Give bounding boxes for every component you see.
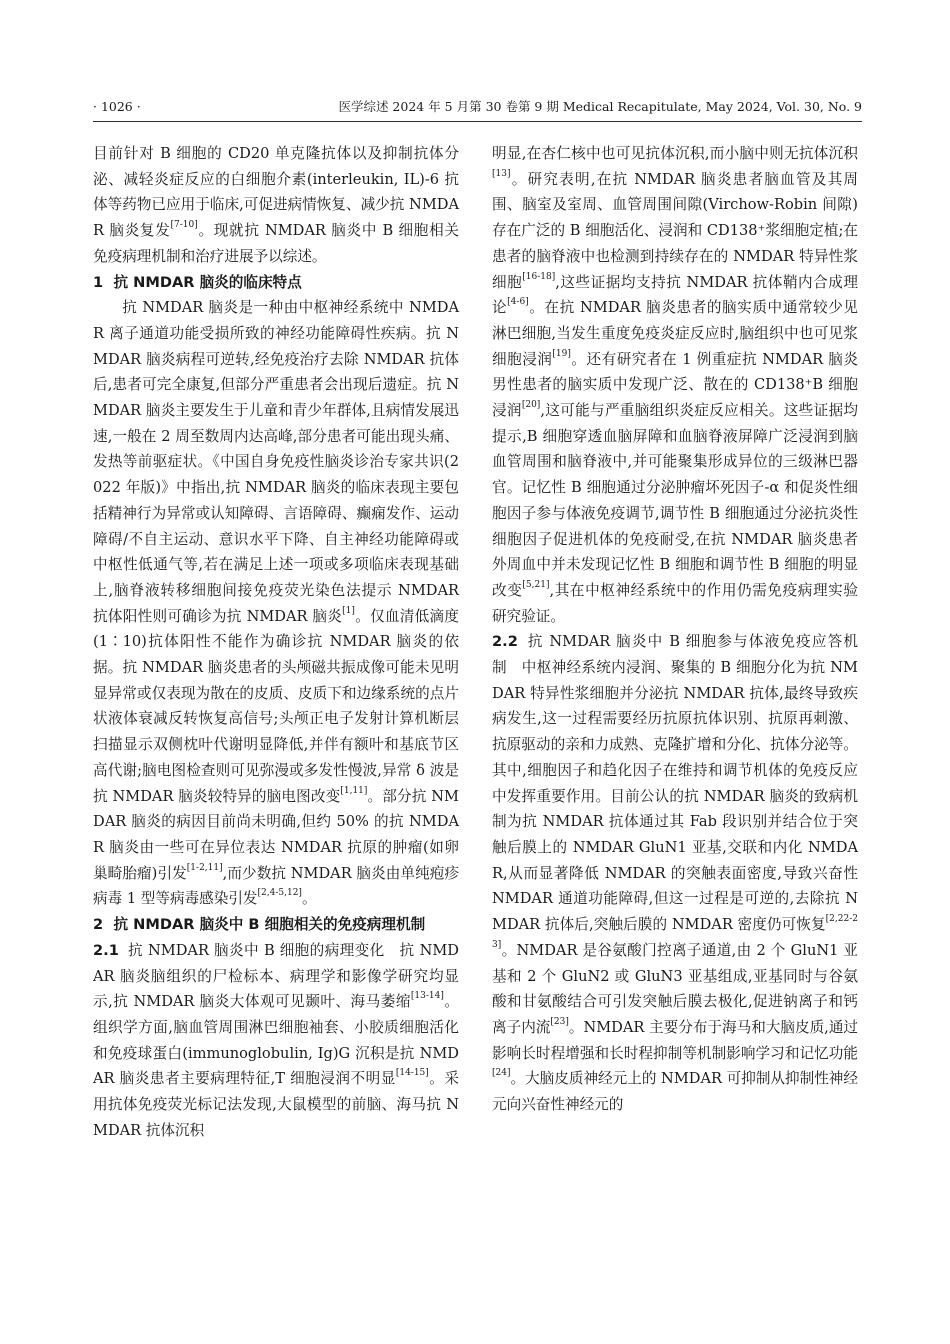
citation: [5,21] bbox=[522, 579, 550, 590]
citation: [13] bbox=[492, 168, 511, 179]
citation: [1-2,11] bbox=[186, 862, 223, 873]
citation: [23] bbox=[550, 1016, 569, 1027]
citation: [19] bbox=[552, 348, 571, 359]
citation: [16-18] bbox=[522, 271, 556, 282]
journal-citation: 医学综述 2024 年 5 月第 30 卷第 9 期 Medical Recapitulate, May 2024, Vol. 30, No. 9 bbox=[338, 99, 862, 114]
header-rule bbox=[93, 121, 862, 122]
section-heading-2: 2 抗 NMDAR 脑炎中 B 细胞相关的免疫病理机制 bbox=[93, 916, 426, 934]
continued-paragraph: 明显,在杏仁核中也可见抗体沉积,而小脑中则无抗体沉积[13]。研究表明,在抗 NMDAR 脑炎患者脑血管及其周围、脑室及室周、血管周围间隙(Virchow-Robin 间隙)存在广泛的 B 细胞活化、浸润和 CD138⁺浆细胞定植;在患者的脑脊液中也检测到持续存在的 NMDAR 特异性浆细胞[16-18],这些证据均支持抗 NMDAR 抗体鞘内合成理论[4-6]。在抗 NMDAR 脑炎患者的脑实质中通常较少见淋巴细胞,当发生重度免疫炎症反应时,脑组织中也可见浆细胞浸润[19]。还有研究者在 1 例重症抗 NMDAR 脑炎男性患者的脑实质中发现广泛、散在的 CD138⁺B 细胞浸润[20],这可能与严重脑组织炎症反应相关。这些证据均提示,B 细胞穿透血脑屏障和血脑脊液屏障广泛浸润到脑血管周围和脑脊液中,并可能聚集形成异位的三级淋巴器官。记忆性 B 细胞通过分泌肿瘤坏死因子-α 和促炎性细胞因子参与体液免疫调节,调节性 B 细胞通过分泌抗炎性细胞因子促进机体的免疫耐受,在抗 NMDAR 脑炎患者外周血中并未发现记忆性 B 细胞和调节性 B 细胞的明显改变[5,21],其在中枢神经系统中的作用仍需免疫病理实验研究验证。 bbox=[492, 145, 858, 625]
intro-paragraph: 目前针对 B 细胞的 CD20 单克隆抗体以及抑制抗体分泌、减轻炎症反应的白细胞介素(interleukin, IL)-6 抗体等药物已应用于临床,可促进病情恢复、减少抗 NMDAR 脑炎复发[7-10]。现就抗 NMDAR 脑炎中 B 细胞相关免疫病理机制和治疗进展予以综述。 bbox=[93, 145, 459, 265]
citation: [13-14] bbox=[410, 991, 444, 1002]
citation: [1,11] bbox=[340, 785, 368, 796]
citation: [2,22-23] bbox=[492, 914, 858, 950]
right-column bbox=[492, 141, 858, 1118]
section-1-paragraph: 抗 NMDAR 脑炎是一种由中枢神经系统中 NMDAR 离子通道功能受损所致的神经功能障碍性疾病。抗 NMDAR 脑炎病程可逆转,经免疫治疗去除 NMDAR 抗体后,患者可完全康复,但部分严重患者会出现后遗症。抗 NMDAR 脑炎主要发生于儿童和青少年群体,且病情发展迅速,一般在 2 周至数周内达高峰,部分患者可能出现头痛、发热等前驱症状。《中国自身免疫性脑炎诊治专家共识(2022 年版)》中指出,抗 NMDAR 脑炎的临床表现主要包括精神行为异常或认知障碍、言语障碍、癫痫发作、运动障碍/不自主运动、意识水平下降、自主神经功能障碍或中枢性低通气等,若在满足上述一项或多项临床表现基础上,脑脊液转移细胞间接免疫荧光染色法提示 NMDAR 抗体阳性则可确诊为抗 NMDAR 脑炎[1]。仅血清低滴度(1∶10)抗体阳性不能作为确诊抗 NMDAR 脑炎的依据。抗 NMDAR 脑炎患者的头颅磁共振成像可能未见明显异常或仅表现为散在的皮质、皮质下和边缘系统的点片状液体衰减反转恢复高信号;头颅正电子发射计算机断层扫描显示双侧枕叶代谢明显降低,并伴有额叶和基底节区高代谢;脑电图检查则可见弥漫或多发性慢波,异常 δ 波是抗 NMDAR 脑炎较特异的脑电图改变[1,11]。部分抗 NMDAR 脑炎的病因目前尚未明确,但约 50% 的抗 NMDAR 脑炎由一些可在异位表达 NMDAR 抗原的肿瘤(如卵巢畸胎瘤)引发[1-2,11],而少数抗 NMDAR 脑炎由单纯疱疹病毒 1 型等病毒感染引发[2,4-5,12]。 bbox=[93, 299, 460, 908]
citation: [14-15] bbox=[395, 1068, 429, 1079]
citation: [24] bbox=[492, 1068, 511, 1079]
left-column bbox=[93, 141, 459, 1143]
citation: [2,4-5,12] bbox=[257, 888, 302, 899]
citation: [1] bbox=[342, 605, 355, 616]
running-header bbox=[93, 97, 862, 117]
subsection-2-1-title: 抗 NMDAR 脑炎中 B 细胞的病理变化 bbox=[127, 941, 385, 959]
citation: [20] bbox=[521, 399, 541, 410]
subsection-2-1: 2.1 抗 NMDAR 脑炎中 B 细胞的病理变化 抗 NMDAR 脑炎脑组织的尸检标本、病理学和影像学研究均显示,抗 NMDAR 脑炎大体观可见颞叶、海马萎缩[13-14]。组织学方面,脑血管周围淋巴细胞袖套、小胶质细胞活化和免疫球蛋白(immunoglobulin, Ig)G 沉积是抗 NMDAR 脑炎患者主要病理特征,T 细胞浸润不明显[14-15]。采用抗体免疫荧光标记法发现,大鼠模型的前脑、海马抗 NMDAR 抗体沉积 bbox=[93, 941, 459, 1139]
subsection-2-2-title: 抗 NMDAR 脑炎中 B 细胞参与体液免疫应答机制 bbox=[492, 633, 858, 677]
citation: [4-6] bbox=[507, 297, 529, 308]
subsection-2-2: 2.2 抗 NMDAR 脑炎中 B 细胞参与体液免疫应答机制 中枢神经系统内浸润、聚集的 B 细胞分化为抗 NMDAR 特异性浆细胞并分泌抗 NMDAR 抗体,最终导致疾病发生,这一过程需要经历抗原抗体识别、抗原再刺激、抗原驱动的亲和力成熟、克隆扩增和分化、抗体分泌等。其中,细胞因子和趋化因子在维持和调节机体的免疫反应中发挥重要作用。目前公认的抗 NMDAR 脑炎的致病机制为抗 NMDAR 抗体通过其 Fab 段识别并结合位于突触后膜上的 NMDAR GluN1 亚基,交联和内化 NMDAR,从而显著降低 NMDAR 的突触表面密度,导致兴奋性 NMDAR 通道功能障碍,但这一过程是可逆的,去除抗 NMDAR 抗体后,突触后膜的 NMDAR 密度仍可恢复[2,22-23]。NMDAR 是谷氨酸门控离子通道,由 2 个 GluN1 亚基和 2 个 GluN2 或 GluN3 亚基组成,亚基同时与谷氨酸和甘氨酸结合可引发突触后膜去极化,促进钠离子和钙离子内流[23]。NMDAR 主要分布于海马和大脑皮质,通过影响长时程增强和长时程抑制等机制影响学习和记忆功能[24]。大脑皮质神经元上的 NMDAR 可抑制从抑制性神经元向兴奋性神经元的 bbox=[492, 633, 859, 1114]
citation: [7-10] bbox=[170, 220, 198, 231]
page-number: · 1026 · bbox=[93, 99, 141, 114]
section-heading-1: 1 抗 NMDAR 脑炎的临床特点 bbox=[93, 273, 302, 291]
